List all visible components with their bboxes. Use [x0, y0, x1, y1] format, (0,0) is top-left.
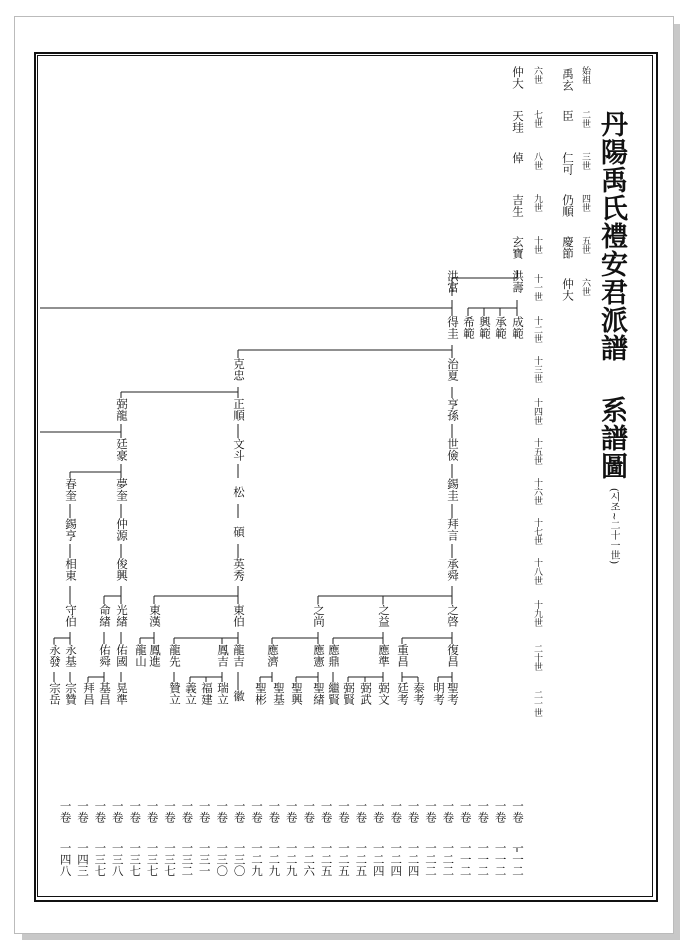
person-name: 聖彬: [254, 682, 268, 705]
volume-page: 一三七: [93, 842, 108, 877]
person-name: 光緖: [115, 604, 129, 627]
person-name: 永發: [48, 644, 62, 667]
person-name: 碩: [232, 526, 246, 538]
volume-page: 一二九: [284, 842, 299, 877]
volume-label: 一卷: [284, 800, 299, 823]
person-name: 正順: [232, 398, 246, 421]
generation-label: 七世: [532, 110, 542, 128]
volume-page: 一二二: [424, 842, 438, 877]
person-name: 弼龍: [115, 398, 129, 421]
generation-label: 四世: [580, 194, 590, 212]
person-name: 相東: [64, 558, 78, 581]
person-name: 贊立: [168, 682, 182, 705]
generation-label: 二十世: [532, 644, 542, 671]
volume-label: 一卷: [337, 800, 351, 823]
volume-label: 一卷: [371, 800, 386, 823]
generation-label: 十世: [532, 236, 542, 254]
volume-label: 一卷: [163, 800, 177, 823]
person-name: 興範: [478, 316, 492, 339]
person-name: 佑舜: [98, 644, 112, 667]
volume-page: 一四八: [58, 842, 73, 877]
person-name: 鳳進: [148, 644, 162, 667]
generation-label: 十八世: [532, 558, 542, 585]
generation-label: 二世: [580, 110, 590, 128]
person-name: 守伯: [64, 604, 78, 627]
person-name: 之啓: [446, 604, 460, 627]
volume-page: 一一二: [458, 842, 473, 877]
volume-page: 一三〇: [215, 842, 230, 877]
person-name: 東伯: [232, 604, 246, 627]
volume-page: 一四三: [76, 842, 90, 877]
volume-label: 一卷: [389, 800, 404, 823]
person-name: 弼武: [359, 682, 373, 705]
volume-label: 一卷: [215, 800, 230, 823]
volume-label: 一卷: [93, 800, 108, 823]
volume-label: 一卷: [110, 800, 125, 823]
person-name: 春奎: [64, 478, 78, 501]
generation-label: 十五世: [532, 438, 542, 465]
volume-page: 一二五: [319, 842, 334, 877]
person-name: 基昌: [98, 682, 112, 705]
person-name: 拜言: [446, 518, 460, 541]
person-name: 晃準: [115, 682, 129, 705]
person-name: 廷豪: [115, 438, 129, 461]
person-name: 瑞立: [216, 682, 230, 705]
volume-page: 一二九: [250, 842, 264, 877]
generation-label: 九世: [532, 194, 542, 212]
person-name: 克忠: [232, 358, 246, 381]
ancestor-name: 天珪: [511, 110, 525, 133]
volume-label: 一卷: [180, 800, 195, 823]
generation-label: 五世: [580, 236, 590, 254]
person-name: 東漢: [148, 604, 162, 627]
volume-page: 一三八: [110, 842, 125, 877]
person-name: 夢奎: [115, 478, 129, 501]
person-name: 承舜: [446, 558, 460, 581]
person-name: 仲源: [115, 518, 129, 541]
volume-label: 一卷: [354, 800, 369, 823]
generation-label: 十二世: [532, 316, 542, 343]
ancestor-name: 仲大: [561, 278, 575, 301]
person-name: 錫亨: [64, 518, 78, 541]
person-name: 之益: [377, 604, 391, 627]
person-name: 文斗: [232, 438, 246, 461]
volume-label: 一卷: [58, 800, 73, 823]
person-name: 拜昌: [82, 682, 96, 705]
volume-label: 一卷: [232, 800, 247, 823]
generation-label: 十九世: [532, 600, 542, 627]
generation-label: 八世: [532, 152, 542, 170]
volume-page: 一二五: [354, 842, 369, 877]
person-name: 世儉: [446, 438, 460, 461]
person-name: 聖考: [446, 682, 460, 705]
volume-page: 一二九: [267, 842, 282, 877]
ancestor-name: 玄寶: [511, 236, 525, 259]
person-name: 明考: [432, 682, 446, 705]
person-name: 宗岳: [48, 682, 62, 705]
volume-label: 一卷: [302, 800, 317, 823]
person-name: 龍先: [168, 644, 182, 667]
volume-page: 一三七: [163, 842, 177, 877]
volume-label: 一卷: [424, 800, 438, 823]
volume-label: 一卷: [441, 800, 456, 823]
volume-page: 一二二: [441, 842, 456, 877]
person-name: 希範: [462, 316, 476, 339]
person-name: 繼賢: [327, 682, 341, 705]
volume-label: 一卷: [476, 800, 491, 823]
generation-label: 十一世: [532, 274, 542, 301]
person-name: 宗贊: [64, 682, 78, 705]
title-note: (시조~二十一世): [608, 488, 619, 565]
generation-label: 六世: [580, 278, 590, 296]
person-name: 聖基: [272, 682, 286, 705]
person-name: 廷考: [396, 682, 410, 705]
person-name: 義立: [184, 682, 198, 705]
person-name: 龍吉: [232, 644, 246, 667]
volume-page: 一二四: [389, 842, 404, 877]
volume-label: 一卷: [493, 800, 508, 823]
person-name: 泰考: [412, 682, 426, 705]
person-name: 之尚: [312, 604, 326, 627]
person-name: 洪富: [446, 270, 460, 293]
page-title: 丹陽禹氏禮安君派譜: [596, 110, 627, 362]
volume-label: 一卷: [128, 800, 143, 823]
volume-page: 一三〇: [232, 842, 247, 877]
person-name: 弼文: [377, 682, 391, 705]
person-name: 治夏: [446, 358, 460, 381]
volume-page: 一三一: [197, 842, 212, 877]
volume-label: 一卷: [197, 800, 212, 823]
ancestor-name: 慶節: [561, 236, 575, 259]
person-name: 應準: [377, 644, 391, 667]
person-name: 福建: [200, 682, 214, 705]
person-name: 應濟: [266, 644, 280, 667]
generation-label: 十四世: [532, 398, 542, 425]
volume-label: 一卷: [145, 800, 160, 823]
person-name: 亨孫: [446, 398, 460, 421]
person-name: 應鼎: [327, 644, 341, 667]
ancestor-name: 仁可: [561, 152, 575, 175]
generation-label: 十三世: [532, 356, 542, 383]
person-name: 佑國: [115, 644, 129, 667]
person-name: 松: [232, 486, 246, 498]
generation-label: 始祖: [580, 66, 590, 84]
generation-label: 六世: [532, 66, 542, 84]
volume-page: 一三七: [128, 842, 143, 877]
person-name: 徽: [232, 690, 246, 702]
volume-page: 一三七: [145, 842, 160, 877]
ancestor-name: 吉生: [511, 194, 525, 217]
generation-label: 十七世: [532, 518, 542, 545]
ancestor-name: 臣: [561, 110, 575, 122]
person-name: 得圭: [446, 316, 460, 339]
person-name: 聖緖: [312, 682, 326, 705]
volume-page: 一二六: [302, 842, 317, 877]
person-name: 英秀: [232, 558, 246, 581]
volume-label: 一卷: [458, 800, 473, 823]
volume-label: 一卷: [250, 800, 264, 823]
person-name: 應憲: [312, 644, 326, 667]
ancestor-name: 禹玄: [561, 68, 575, 91]
person-name: 永基: [64, 644, 78, 667]
person-name: 重昌: [396, 644, 410, 667]
volume-label: 一卷: [267, 800, 282, 823]
ancestor-name: 倬: [511, 152, 525, 164]
generation-label: 十六世: [532, 478, 542, 505]
volume-label: 一卷: [511, 800, 525, 823]
ancestor-name: 仍順: [561, 194, 575, 217]
person-name: 鳳吉: [216, 644, 230, 667]
volume-page: 一一二: [493, 842, 508, 877]
person-name: 錫圭: [446, 478, 460, 501]
volume-page: 一二四: [406, 842, 421, 877]
person-name: 龍山: [134, 644, 148, 667]
volume-page: 一一二: [511, 842, 525, 877]
generation-label: 二一世: [532, 690, 542, 717]
person-name: 俊興: [115, 558, 129, 581]
ancestor-name: 仲大: [511, 66, 525, 89]
generation-label: 三世: [580, 152, 590, 170]
person-name: 命緖: [98, 604, 112, 627]
volume-label: 一卷: [76, 800, 90, 823]
person-name: 弼賢: [342, 682, 356, 705]
volume-label: 一卷: [319, 800, 334, 823]
person-name: 聖興: [290, 682, 304, 705]
person-name: 洪壽: [511, 270, 525, 293]
person-name: 成範: [511, 316, 525, 339]
volume-page: 一三二: [180, 842, 195, 877]
volume-page: 一一二: [476, 842, 491, 877]
volume-label: 一卷: [406, 800, 421, 823]
volume-page: 一二四: [371, 842, 386, 877]
volume-page: 一二五: [337, 842, 351, 877]
person-name: 復昌: [446, 644, 460, 667]
person-name: 承範: [494, 316, 508, 339]
page-subtitle: 系譜圖: [596, 396, 627, 480]
